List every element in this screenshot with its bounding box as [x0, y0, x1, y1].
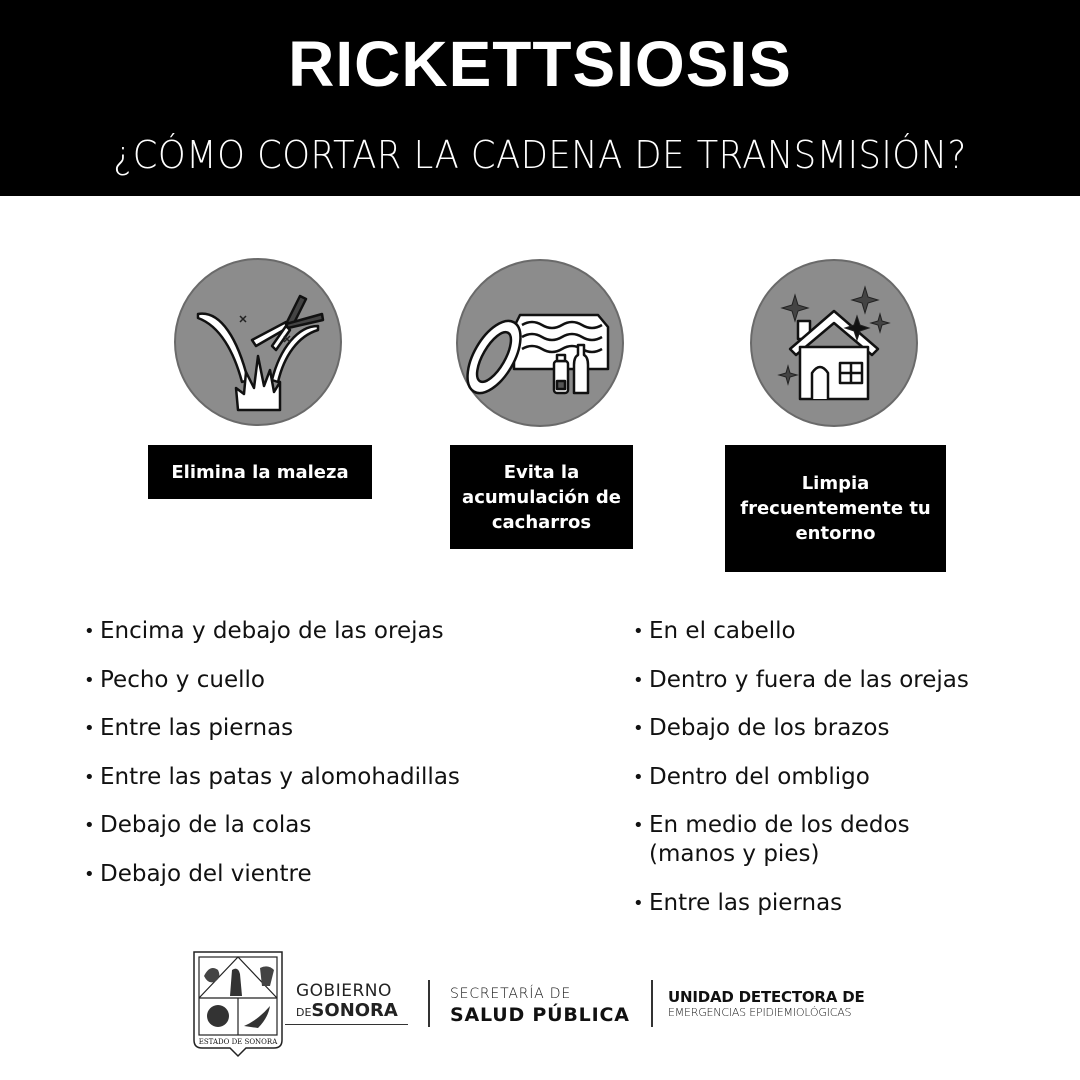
list-item: • Pecho y cuello: [84, 666, 564, 695]
action-label-eliminate-weeds: Elimina la maleza: [148, 445, 372, 499]
page-subtitle: ¿CÓMO CORTAR LA CADENA DE TRANSMISIÓN?: [113, 133, 967, 177]
list-item: • Encima y debajo de las orejas: [84, 617, 564, 646]
list-item: • Entre las piernas: [633, 889, 1053, 918]
page-title: RICKETTSIOSIS: [288, 28, 792, 100]
secretaria-salud-logo: SECRETARÍA DE SALUD PÚBLICA: [450, 986, 630, 1026]
list-item: • Debajo del vientre: [84, 860, 564, 889]
list-item: • Dentro del ombligo: [633, 763, 1053, 792]
list-item: • Entre las patas y alomohadillas: [84, 763, 564, 792]
list-item: • Entre las piernas: [84, 714, 564, 743]
list-item: • En medio de los dedos (manos y pies): [633, 811, 973, 869]
gobierno-sonora-logo: GOBIERNO DESONORA: [296, 981, 398, 1021]
unidad-detectora-logo: UNIDAD DETECTORA DE EMERGENCIAS EPIDIEMIOLÓGICAS: [668, 988, 865, 1019]
divider: [651, 980, 653, 1027]
weed-cutting-shears-icon: [174, 258, 342, 426]
action-label-avoid-junk: Evita la acumulación de cacharros: [450, 445, 633, 549]
divider: [285, 1024, 408, 1025]
action-label-clean-surroundings: Limpia frecuentemente tu entorno: [725, 445, 946, 572]
tire-mattress-bottles-icon: [456, 259, 624, 427]
divider: [428, 980, 430, 1027]
clean-sparkling-house-icon: [750, 259, 918, 427]
sonora-coat-of-arms-logo: [190, 948, 286, 1058]
svg-text:ESTADO DE SONORA: ESTADO DE SONORA: [198, 1038, 278, 1046]
list-item: • Debajo de los brazos: [633, 714, 1053, 743]
tick-locations-list-left: [84, 617, 564, 908]
header-banner: [0, 0, 1080, 196]
list-item: • Debajo de la colas: [84, 811, 564, 840]
list-item: • En el cabello: [633, 617, 1053, 646]
footer-logos: [0, 940, 1080, 1070]
list-item: • Dentro y fuera de las orejas: [633, 666, 1053, 695]
tick-locations-list-right: [633, 617, 1053, 937]
